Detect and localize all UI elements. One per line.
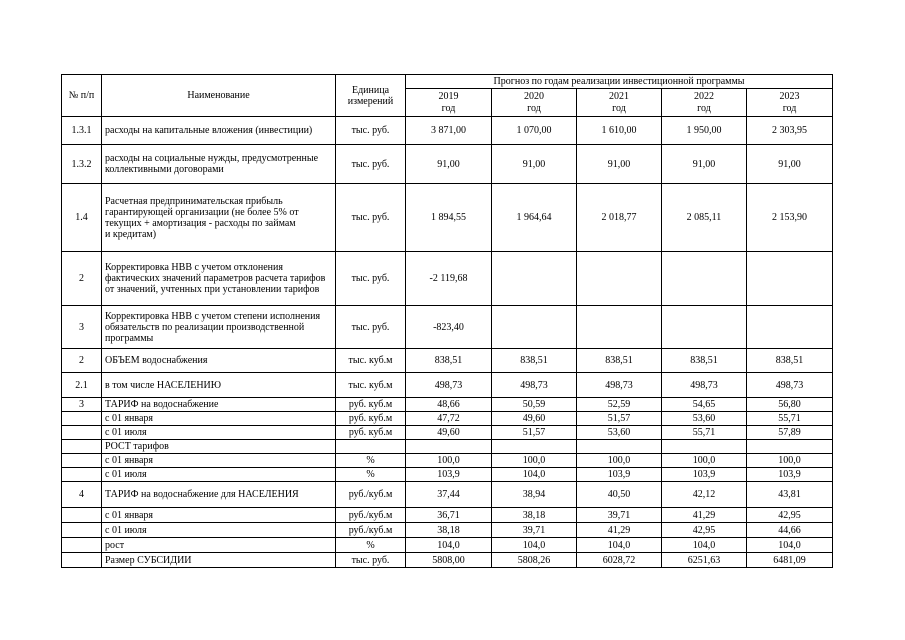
table-row: [62, 252, 833, 306]
row-num: [62, 523, 102, 538]
row-value: 50,59: [492, 398, 577, 412]
row-value: 38,18: [492, 508, 577, 523]
row-num: 1.4: [62, 184, 102, 252]
row-value: 104,0: [747, 538, 833, 553]
row-num: 1.3.2: [62, 145, 102, 184]
row-name: с 01 января: [102, 508, 336, 523]
header-name: Наименование: [102, 75, 336, 117]
row-name: ТАРИФ на водоснабжение для НАСЕЛЕНИЯ: [102, 482, 336, 508]
row-value: 100,0: [747, 454, 833, 468]
table-row: [62, 373, 833, 398]
row-value: 56,80: [747, 398, 833, 412]
row-name: с 01 июля: [102, 523, 336, 538]
row-value: 838,51: [492, 349, 577, 373]
row-unit: тыс. руб.: [336, 184, 406, 252]
row-value: 38,94: [492, 482, 577, 508]
table-row: [62, 553, 833, 568]
table-header: [62, 75, 833, 117]
table-row: [62, 454, 833, 468]
row-value: 37,44: [406, 482, 492, 508]
row-name: рост: [102, 538, 336, 553]
row-value: 49,60: [492, 412, 577, 426]
row-value: 104,0: [577, 538, 662, 553]
row-value: 47,72: [406, 412, 492, 426]
table-row: [62, 468, 833, 482]
table-row: [62, 523, 833, 538]
table-row: [62, 398, 833, 412]
forecast-table: [61, 74, 833, 568]
row-value: 51,57: [577, 412, 662, 426]
row-value: 53,60: [577, 426, 662, 440]
row-value: 103,9: [577, 468, 662, 482]
row-value: 42,95: [662, 523, 747, 538]
row-value: 1 950,00: [662, 117, 747, 145]
row-value: 55,71: [662, 426, 747, 440]
row-unit: тыс. руб.: [336, 145, 406, 184]
row-value: 91,00: [492, 145, 577, 184]
row-value: 498,73: [406, 373, 492, 398]
row-value: 41,29: [662, 508, 747, 523]
row-unit: [336, 440, 406, 454]
row-value: 1 610,00: [577, 117, 662, 145]
row-value: 91,00: [406, 145, 492, 184]
row-value: 100,0: [662, 454, 747, 468]
year-label: 2022: [694, 90, 714, 102]
row-unit: руб. куб.м: [336, 426, 406, 440]
row-unit: руб./куб.м: [336, 508, 406, 523]
year-label: 2020: [524, 90, 544, 102]
row-unit: руб./куб.м: [336, 523, 406, 538]
row-name: РОСТ тарифов: [102, 440, 336, 454]
row-value: 2 085,11: [662, 184, 747, 252]
row-unit: тыс. куб.м: [336, 349, 406, 373]
row-value: 100,0: [577, 454, 662, 468]
row-value: 53,60: [662, 412, 747, 426]
row-value: [747, 252, 833, 306]
year-suffix: год: [697, 102, 711, 114]
row-num: [62, 538, 102, 553]
row-value: 1 894,55: [406, 184, 492, 252]
row-value: [577, 306, 662, 349]
table-row: [62, 117, 833, 145]
row-value: 6251,63: [662, 553, 747, 568]
row-name: с 01 января: [102, 412, 336, 426]
row-value: 36,71: [406, 508, 492, 523]
row-value: 1 964,64: [492, 184, 577, 252]
table-row: [62, 184, 833, 252]
row-value: [406, 440, 492, 454]
row-value: 103,9: [662, 468, 747, 482]
row-unit: %: [336, 468, 406, 482]
row-unit: руб. куб.м: [336, 412, 406, 426]
row-value: 104,0: [662, 538, 747, 553]
header-year-2023: [747, 89, 833, 117]
row-value: [662, 306, 747, 349]
year-label: 2019: [438, 90, 459, 102]
row-value: 57,89: [747, 426, 833, 440]
row-value: 55,71: [747, 412, 833, 426]
row-value: 1 070,00: [492, 117, 577, 145]
row-value: 498,73: [492, 373, 577, 398]
row-name: Размер СУБСИДИИ: [102, 553, 336, 568]
row-num: [62, 440, 102, 454]
row-value: 104,0: [492, 468, 577, 482]
row-value: [747, 440, 833, 454]
row-name: расходы на капитальные вложения (инвестиции): [102, 117, 336, 145]
table-body: [62, 117, 833, 568]
row-value: 42,12: [662, 482, 747, 508]
row-value: 41,29: [577, 523, 662, 538]
header-forecast: Прогноз по годам реализации инвестиционной программы: [406, 75, 833, 89]
table-row: [62, 426, 833, 440]
row-unit: руб. куб.м: [336, 398, 406, 412]
table-row: [62, 482, 833, 508]
row-value: [577, 252, 662, 306]
row-value: 91,00: [577, 145, 662, 184]
year-suffix: год: [527, 102, 541, 114]
row-value: 6481,09: [747, 553, 833, 568]
row-num: 3: [62, 398, 102, 412]
table-row: [62, 306, 833, 349]
row-value: 52,59: [577, 398, 662, 412]
row-value: [492, 440, 577, 454]
row-num: 2: [62, 252, 102, 306]
row-value: 104,0: [406, 538, 492, 553]
row-value: 38,18: [406, 523, 492, 538]
row-unit: тыс. руб.: [336, 117, 406, 145]
row-num: [62, 508, 102, 523]
row-value: 838,51: [747, 349, 833, 373]
row-value: 91,00: [662, 145, 747, 184]
row-value: [492, 252, 577, 306]
row-value: [662, 440, 747, 454]
row-value: 39,71: [492, 523, 577, 538]
row-unit: тыс. руб.: [336, 306, 406, 349]
row-value: 44,66: [747, 523, 833, 538]
row-value: 3 871,00: [406, 117, 492, 145]
row-value: 54,65: [662, 398, 747, 412]
header-num: № п/п: [62, 75, 102, 117]
row-unit: тыс. куб.м: [336, 373, 406, 398]
row-name: в том числе НАСЕЛЕНИЮ: [102, 373, 336, 398]
header-year-2022: [662, 89, 747, 117]
row-num: 2.1: [62, 373, 102, 398]
row-value: 838,51: [662, 349, 747, 373]
row-value: 40,50: [577, 482, 662, 508]
row-value: [492, 306, 577, 349]
row-num: [62, 412, 102, 426]
row-name: Расчетная предпринимательская прибыль гарантирующей организации (не более 5% от текущих + амортизация - расходы по займам и кредитам): [102, 184, 336, 252]
row-num: 3: [62, 306, 102, 349]
row-name: ОБЪЕМ водоснабжения: [102, 349, 336, 373]
header-unit: Единица измерений: [336, 75, 406, 117]
row-num: [62, 468, 102, 482]
row-value: 498,73: [747, 373, 833, 398]
row-name: ТАРИФ на водоснабжение: [102, 398, 336, 412]
row-name: расходы на социальные нужды, предусмотренные коллективными договорами: [102, 145, 336, 184]
year-suffix: год: [782, 102, 797, 114]
row-name: Корректировка НВВ с учетом отклонения фактических значений параметров расчета тарифов от значений, учтенных при установлении тарифов: [102, 252, 336, 306]
table-row: [62, 412, 833, 426]
row-unit: %: [336, 454, 406, 468]
row-value: 51,57: [492, 426, 577, 440]
row-value: 5808,00: [406, 553, 492, 568]
row-name: с 01 июля: [102, 468, 336, 482]
row-value: 2 153,90: [747, 184, 833, 252]
row-unit: руб./куб.м: [336, 482, 406, 508]
row-value: 43,81: [747, 482, 833, 508]
row-num: 1.3.1: [62, 117, 102, 145]
row-num: [62, 426, 102, 440]
row-value: 5808,26: [492, 553, 577, 568]
row-name: с 01 января: [102, 454, 336, 468]
row-value: 48,66: [406, 398, 492, 412]
header-year-2021: [577, 89, 662, 117]
row-name: с 01 июля: [102, 426, 336, 440]
year-suffix: год: [612, 102, 626, 114]
table-row: [62, 440, 833, 454]
row-num: 2: [62, 349, 102, 373]
year-label: 2021: [609, 90, 629, 102]
row-unit: тыс. руб.: [336, 252, 406, 306]
table-row: [62, 145, 833, 184]
row-value: 39,71: [577, 508, 662, 523]
row-num: [62, 553, 102, 568]
row-value: [577, 440, 662, 454]
year-suffix: год: [441, 102, 456, 114]
table-row: [62, 349, 833, 373]
row-value: -823,40: [406, 306, 492, 349]
row-value: [747, 306, 833, 349]
row-value: 100,0: [406, 454, 492, 468]
row-value: 838,51: [406, 349, 492, 373]
row-unit: %: [336, 538, 406, 553]
header-year-2019: [406, 89, 492, 117]
row-value: 103,9: [747, 468, 833, 482]
row-value: 103,9: [406, 468, 492, 482]
row-value: 498,73: [662, 373, 747, 398]
row-value: 100,0: [492, 454, 577, 468]
row-value: [662, 252, 747, 306]
row-num: 4: [62, 482, 102, 508]
table-row: [62, 538, 833, 553]
row-value: 838,51: [577, 349, 662, 373]
row-value: 42,95: [747, 508, 833, 523]
row-value: 2 303,95: [747, 117, 833, 145]
row-value: 49,60: [406, 426, 492, 440]
row-num: [62, 454, 102, 468]
row-value: 91,00: [747, 145, 833, 184]
row-value: 104,0: [492, 538, 577, 553]
row-value: 2 018,77: [577, 184, 662, 252]
year-label: 2023: [779, 90, 800, 102]
row-value: -2 119,68: [406, 252, 492, 306]
row-unit: тыс. руб.: [336, 553, 406, 568]
table-row: [62, 508, 833, 523]
header-year-2020: [492, 89, 577, 117]
row-value: 6028,72: [577, 553, 662, 568]
row-value: 498,73: [577, 373, 662, 398]
row-name: Корректировка НВВ с учетом степени исполнения обязательств по реализации производственной программы: [102, 306, 336, 349]
